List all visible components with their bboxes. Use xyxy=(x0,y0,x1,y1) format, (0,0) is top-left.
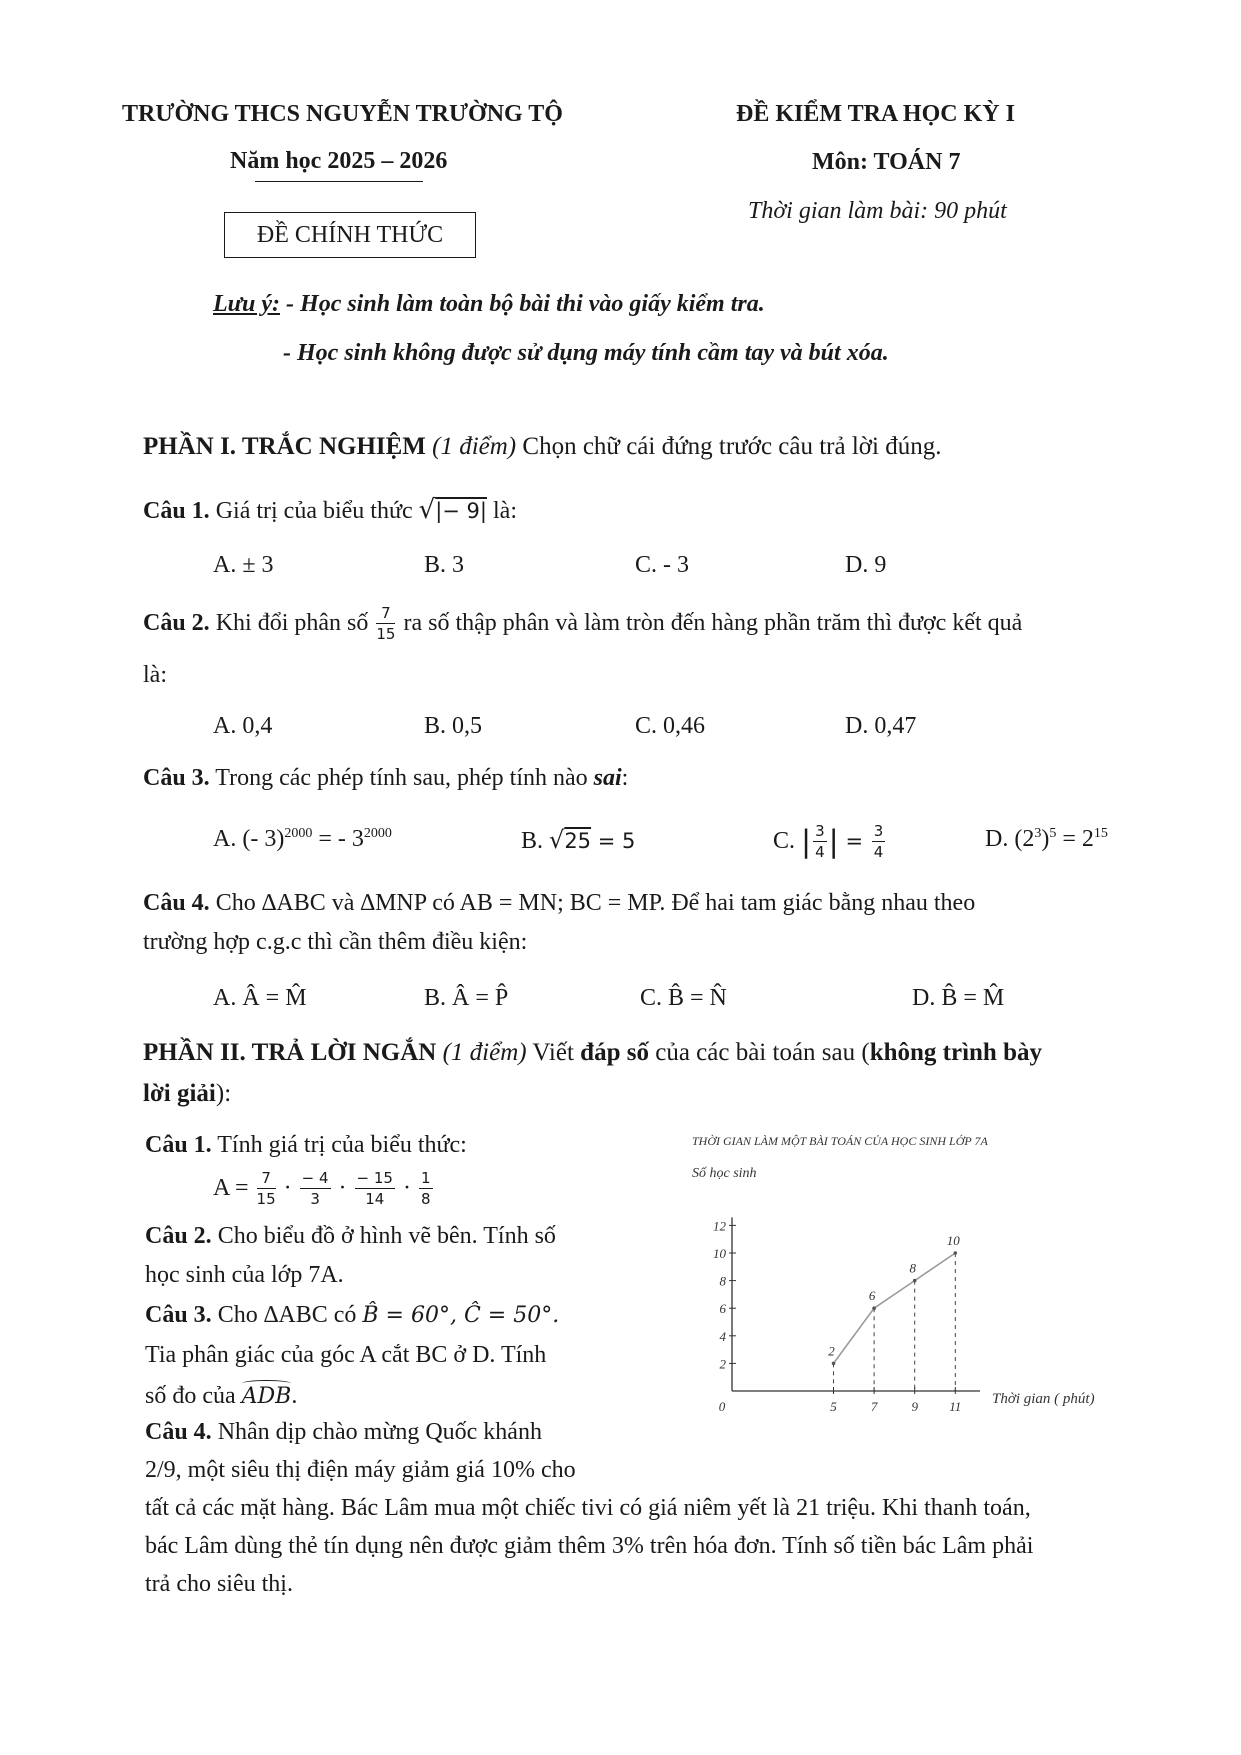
angle-label: ADB xyxy=(241,1384,292,1409)
p1-q1-tail: là: xyxy=(487,498,517,524)
part1-title: PHẦN I. TRẮC NGHIỆM xyxy=(143,433,426,460)
expr-frac-3 xyxy=(355,1171,395,1207)
p2-q1-stem xyxy=(145,1132,467,1159)
frac-numerator: 7 xyxy=(257,1171,276,1189)
part1-instruction: Chọn chữ cái đứng trước câu trả lời đúng. xyxy=(516,433,942,460)
p2-q4-text: Nhân dịp chào mừng Quốc khánh xyxy=(211,1419,542,1445)
note-text-1: - Học sinh làm toàn bộ bài thi vào giấy kiểm tra. xyxy=(280,291,765,317)
p2-q4-label: Câu 4. xyxy=(145,1419,212,1445)
exam-title: ĐỀ KIỂM TRA HỌC KỲ I xyxy=(736,101,1015,127)
p1-q2-option-c: C. 0,46 xyxy=(635,713,706,739)
x-tick-label: 7 xyxy=(870,1399,878,1414)
y-tick-label: 2 xyxy=(719,1356,726,1372)
y-tick-label: 8 xyxy=(719,1273,726,1289)
data-point xyxy=(913,1279,917,1283)
p2-q1-expression xyxy=(213,1164,435,1212)
expr-prefix: A = xyxy=(213,1175,255,1201)
part2-instr: Viết xyxy=(526,1039,581,1066)
frac-denominator: 15 xyxy=(256,1190,276,1209)
p1-q2-tail2: là: xyxy=(143,662,167,688)
frac-denominator: 8 xyxy=(420,1190,431,1209)
school-name: TRƯỜNG THCS NGUYỄN TRƯỜNG TỘ xyxy=(122,101,563,127)
data-label: 10 xyxy=(946,1233,960,1248)
part1-heading xyxy=(143,433,941,461)
p2-q3-text: Cho ∆ABC có xyxy=(211,1302,363,1328)
p1-q1-option-c: C. - 3 xyxy=(635,552,689,578)
angle-adb xyxy=(242,1380,292,1409)
p1-q4-option-a: A. Â = M̂ xyxy=(213,985,307,1011)
p1-q4-option-c: C. B̂ = N̂ xyxy=(640,985,727,1011)
opt-text: A. (- 3) xyxy=(213,826,285,852)
opt-exp: 3 xyxy=(1034,826,1042,841)
p1-q2-option-d: D. 0,47 xyxy=(845,713,917,739)
p1-q3-stem xyxy=(143,765,628,792)
frac-numerator: 3 xyxy=(815,822,825,841)
data-label: 8 xyxy=(909,1260,916,1276)
p1-q4-label: Câu 4. xyxy=(143,890,210,916)
p1-q2-option-b: B. 0,5 xyxy=(424,713,483,739)
abs-bar: | xyxy=(801,824,812,860)
frac-denominator: 14 xyxy=(365,1190,385,1209)
part2-instr-bold: đáp số xyxy=(580,1039,649,1066)
expr-frac-2 xyxy=(300,1171,331,1207)
school-year: Năm học 2025 – 2026 xyxy=(230,148,448,174)
rhs-fraction xyxy=(872,824,886,860)
p1-q1-label: Câu 1. xyxy=(143,498,210,524)
expr-frac-1 xyxy=(257,1171,276,1207)
p1-q2-fraction xyxy=(376,606,395,642)
part2-title: PHẦN II. TRẢ LỜI NGẮN xyxy=(143,1039,437,1066)
data-point xyxy=(872,1306,876,1310)
p2-q4-text3: tất cả các mặt hàng. Bác Lâm mua một chiếc tivi có giá niêm yết là 21 triệu. Khi thanh toán, xyxy=(145,1495,1031,1521)
p2-q2-text: Cho biểu đồ ở hình vẽ bên. Tính số xyxy=(211,1223,556,1249)
official-label-box: ĐỀ CHÍNH THỨC xyxy=(224,212,476,258)
p2-q4-stem xyxy=(145,1419,542,1446)
sqrt-symbol: √ xyxy=(418,495,436,525)
mult-dot: · xyxy=(396,1175,417,1201)
data-label: 6 xyxy=(868,1288,876,1304)
p2-q4-text2: 2/9, một siêu thị điện máy giảm giá 10% cho xyxy=(145,1457,576,1483)
opt-text: D. (2 xyxy=(985,826,1035,852)
x-tick-label: 5 xyxy=(830,1399,837,1414)
p1-q2-text: Khi đổi phân số xyxy=(209,610,375,636)
p1-q2-tail: ra số thập phân và làm tròn đến hàng phần trăm thì được kết quả xyxy=(397,610,1023,636)
p2-q4-text5: trả cho siêu thị. xyxy=(145,1571,293,1597)
p2-q3-stem xyxy=(145,1302,559,1329)
p2-q2-text2: học sinh của lớp 7A. xyxy=(145,1262,344,1288)
data-label: 2 xyxy=(828,1343,835,1359)
opt-text: = 5 xyxy=(591,829,636,853)
data-point xyxy=(832,1362,836,1366)
part2-points: (1 điểm) xyxy=(442,1039,527,1066)
opt-text: B. xyxy=(521,828,550,854)
x-tick-label: 0 xyxy=(718,1399,726,1414)
opt-exp: 5 xyxy=(1049,826,1057,841)
chart-title: THỜI GIAN LÀM MỘT BÀI TOÁN CỦA HỌC SINH LỚP 7A xyxy=(692,1134,988,1148)
frac-denominator: 15 xyxy=(376,625,396,644)
part2-instr: ): xyxy=(215,1080,232,1107)
opt-text: C. xyxy=(773,828,802,854)
frac-denominator: 3 xyxy=(310,1190,320,1209)
note-line-2: - Học sinh không được sử dụng máy tính cầm tay và bút xóa. xyxy=(283,340,889,366)
opt-text: ) xyxy=(1041,826,1050,852)
mult-dot: · xyxy=(277,1175,298,1201)
school-year-underline xyxy=(255,181,423,182)
mult-dot: · xyxy=(332,1175,353,1201)
x-tick-label: 9 xyxy=(911,1399,918,1414)
frac-numerator: 3 xyxy=(873,822,884,841)
opt-text: = 2 xyxy=(1056,826,1094,852)
p1-q4-text: Cho ∆ABC và ∆MNP có AB = MN; BC = MP. Để hai tam giác bằng nhau theo xyxy=(209,890,976,916)
p1-q4-option-b: B. Â = P̂ xyxy=(424,985,509,1011)
p2-q3-text3: số đo của xyxy=(145,1383,242,1409)
p1-q3-option-b xyxy=(521,826,635,855)
p1-q1-stem xyxy=(143,495,517,525)
p1-q4-text2: trường hợp c.g.c thì cần thêm điều kiện: xyxy=(143,929,528,955)
p2-q1-text: Tính giá trị của biểu thức: xyxy=(211,1132,467,1158)
note-label: Lưu ý: xyxy=(213,291,281,317)
p1-q1-option-a: A. ± 3 xyxy=(213,552,274,578)
data-point xyxy=(954,1251,958,1255)
p2-q3-text3-line xyxy=(145,1380,297,1410)
chart-ylabel: Số học sinh xyxy=(692,1166,757,1181)
p1-q3-option-c xyxy=(773,818,887,865)
x-tick-label: 11 xyxy=(949,1399,962,1414)
p1-q1-option-b: B. 3 xyxy=(424,552,465,578)
opt-exp: 2000 xyxy=(363,826,392,841)
p1-q3-option-d xyxy=(985,826,1108,853)
p1-q3-tail: : xyxy=(621,765,629,791)
frac-numerator: − 15 xyxy=(356,1169,393,1188)
part1-points: (1 điểm) xyxy=(432,433,517,460)
y-tick-label: 4 xyxy=(719,1328,726,1344)
y-tick-label: 6 xyxy=(719,1301,726,1317)
abs-fraction xyxy=(813,824,827,860)
p1-q2-stem xyxy=(143,600,1022,646)
opt-exp: 15 xyxy=(1093,826,1108,841)
series-line xyxy=(834,1253,956,1363)
part2-instr-bold: lời giải xyxy=(143,1080,216,1107)
sqrt-symbol: √ xyxy=(549,826,565,854)
line-chart xyxy=(680,1125,1130,1420)
p1-q4-option-d: D. B̂ = M̂ xyxy=(912,985,1005,1011)
part2-instr: của các bài toán sau ( xyxy=(648,1039,870,1066)
chart-xlabel: Thời gian ( phút) xyxy=(992,1391,1095,1407)
expr-frac-4 xyxy=(419,1171,433,1207)
p1-q2-label: Câu 2. xyxy=(143,610,210,636)
opt-radicand: 25 xyxy=(564,829,592,853)
frac-numerator: 1 xyxy=(420,1169,431,1188)
p1-q3-text: Trong các phép tính sau, phép tính nào xyxy=(209,765,594,791)
angle-hat xyxy=(242,1380,292,1387)
frac-numerator: 7 xyxy=(376,606,395,624)
abs-bar: | xyxy=(828,824,839,860)
p1-q3-emphasis: sai xyxy=(593,765,622,791)
p1-q3-label: Câu 3. xyxy=(143,765,210,791)
part2-heading-cont xyxy=(143,1080,231,1108)
p2-q1-label: Câu 1. xyxy=(145,1132,212,1158)
y-tick-label: 10 xyxy=(713,1246,726,1261)
p2-q3-tail: . xyxy=(291,1383,298,1409)
opt-text: = - 3 xyxy=(312,826,364,852)
p2-q2-label: Câu 2. xyxy=(145,1223,212,1249)
part2-instr-bold: không trình bày xyxy=(869,1039,1042,1066)
p2-q2-stem xyxy=(145,1223,556,1250)
frac-denominator: 4 xyxy=(873,843,884,862)
p2-q3-math: B̂ = 60°, Ĉ = 50°. xyxy=(362,1303,560,1328)
y-tick-label: 12 xyxy=(713,1218,726,1234)
part2-heading xyxy=(143,1039,1042,1067)
p1-q2-option-a: A. 0,4 xyxy=(213,713,273,739)
opt-exp: 2000 xyxy=(284,826,313,841)
p1-q1-option-d: D. 9 xyxy=(845,552,887,578)
frac-denominator: 4 xyxy=(815,843,825,862)
p2-q3-text2: Tia phân giác của góc A cắt BC ở D. Tính xyxy=(145,1342,547,1368)
frac-numerator: − 4 xyxy=(301,1169,329,1188)
note-line-1 xyxy=(213,291,765,318)
p1-q1-text: Giá trị của biểu thức xyxy=(209,498,419,524)
p2-q3-label: Câu 3. xyxy=(145,1302,212,1328)
p1-q3-option-a xyxy=(213,826,392,853)
opt-text: = xyxy=(838,829,870,853)
p1-q1-expr: |− 9| xyxy=(435,499,487,523)
duration: Thời gian làm bài: 90 phút xyxy=(748,198,1007,224)
p1-q4-stem xyxy=(143,890,975,917)
subject: Môn: TOÁN 7 xyxy=(812,149,961,175)
p2-q4-text4: bác Lâm dùng thẻ tín dụng nên được giảm thêm 3% trên hóa đơn. Tính số tiền bác Lâm phải xyxy=(145,1533,1034,1559)
